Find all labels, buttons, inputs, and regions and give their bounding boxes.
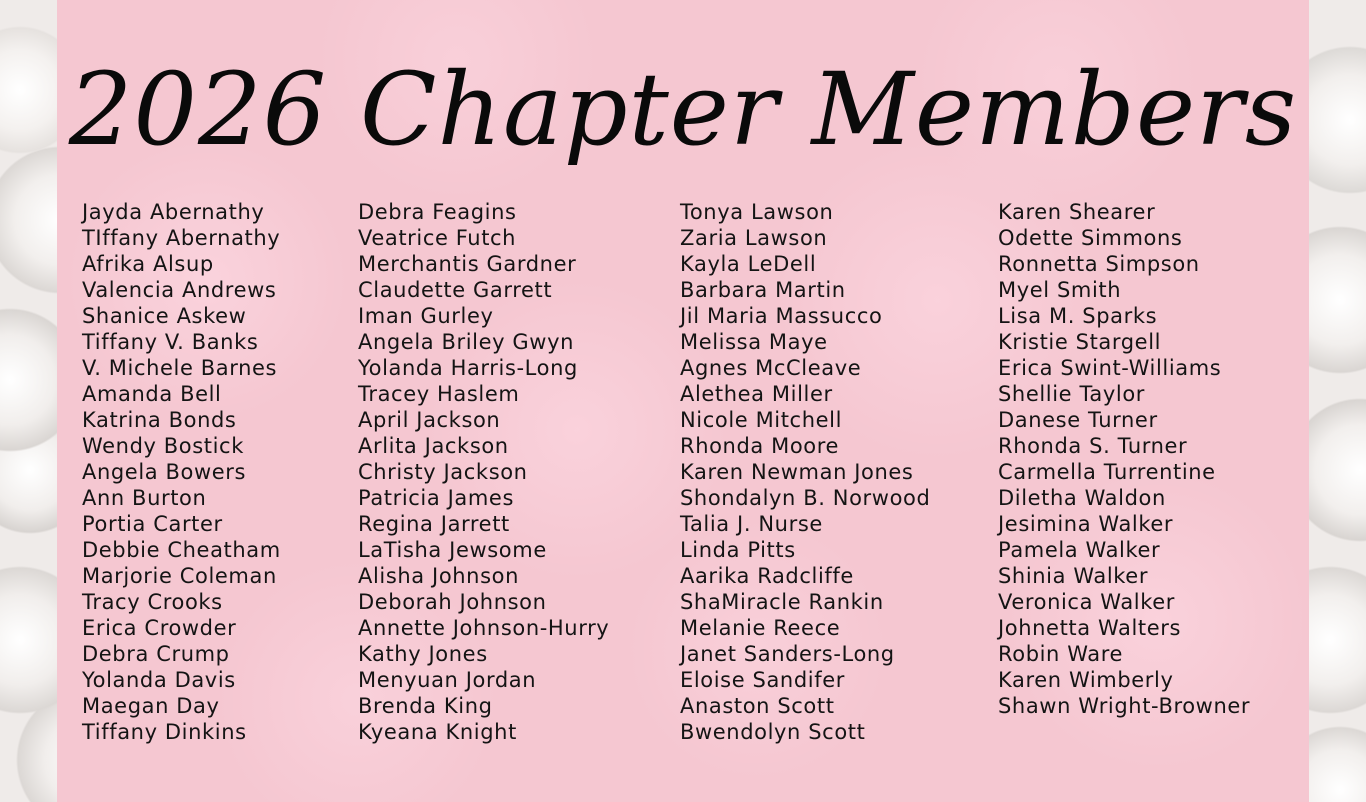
member-name: LaTisha Jewsome — [358, 538, 547, 562]
member-name: Rhonda S. Turner — [998, 434, 1188, 458]
member-name: Shinia Walker — [998, 564, 1149, 588]
member-name: Kayla LeDell — [680, 252, 817, 276]
member-column-2 — [358, 199, 609, 745]
member-name: Anaston Scott — [680, 694, 835, 718]
member-name: Shondalyn B. Norwood — [680, 486, 931, 510]
member-name: ShaMiracle Rankin — [680, 590, 884, 614]
member-name: Katrina Bonds — [82, 408, 237, 432]
member-name: Amanda Bell — [82, 382, 222, 406]
member-name: Tiffany Dinkins — [82, 720, 247, 744]
member-name: Debra Feagins — [358, 200, 517, 224]
member-name: Angela Bowers — [82, 460, 247, 484]
member-column-3 — [680, 199, 930, 745]
member-name: Aarika Radcliffe — [680, 564, 854, 588]
member-name: Yolanda Harris-Long — [358, 356, 578, 380]
member-name: Erica Swint-Williams — [998, 356, 1222, 380]
member-name: Tonya Lawson — [680, 200, 834, 224]
member-name: Linda Pitts — [680, 538, 796, 562]
member-name: Karen Shearer — [998, 200, 1156, 224]
member-name: Bwendolyn Scott — [680, 720, 866, 744]
member-name: Eloise Sandifer — [680, 668, 845, 692]
member-name: Ann Burton — [82, 486, 207, 510]
member-name: Marjorie Coleman — [82, 564, 277, 588]
member-name: Jil Maria Massucco — [680, 304, 883, 328]
member-name: Jayda Abernathy — [82, 200, 265, 224]
member-name: Johnetta Walters — [998, 616, 1182, 640]
member-name: April Jackson — [358, 408, 501, 432]
member-name: Deborah Johnson — [358, 590, 547, 614]
member-name: Alethea Miller — [680, 382, 833, 406]
member-name: Kathy Jones — [358, 642, 488, 666]
member-name: Myel Smith — [998, 278, 1122, 302]
member-name: Tracey Haslem — [358, 382, 520, 406]
member-name: Rhonda Moore — [680, 434, 840, 458]
member-name: Melanie Reece — [680, 616, 841, 640]
member-name: Afrika Alsup — [82, 252, 214, 276]
member-name: Janet Sanders-Long — [680, 642, 895, 666]
member-name: Melissa Maye — [680, 330, 828, 354]
member-name: Barbara Martin — [680, 278, 846, 302]
member-name: Angela Briley Gwyn — [358, 330, 575, 354]
member-name: Diletha Waldon — [998, 486, 1166, 510]
member-name: Tracy Crooks — [82, 590, 223, 614]
member-name: Kyeana Knight — [358, 720, 517, 744]
page-title: 2026 Chapter Members — [68, 51, 1298, 168]
member-name: Claudette Garrett — [358, 278, 553, 302]
member-name: Danese Turner — [998, 408, 1158, 432]
member-name: Valencia Andrews — [82, 278, 277, 302]
member-name: Veronica Walker — [998, 590, 1175, 614]
member-name: Nicole Mitchell — [680, 408, 842, 432]
member-column-1 — [82, 199, 281, 745]
member-name: Brenda King — [358, 694, 493, 718]
member-name: Regina Jarrett — [358, 512, 510, 536]
member-name: Christy Jackson — [358, 460, 528, 484]
member-column-4 — [998, 199, 1250, 719]
member-name: Erica Crowder — [82, 616, 237, 640]
member-name: Veatrice Futch — [358, 226, 517, 250]
member-name: Portia Carter — [82, 512, 223, 536]
member-name: Menyuan Jordan — [358, 668, 537, 692]
member-name: Annette Johnson-Hurry — [358, 616, 610, 640]
member-name: Jesimina Walker — [998, 512, 1174, 536]
member-name: Wendy Bostick — [82, 434, 244, 458]
member-name: TIffany Abernathy — [82, 226, 281, 250]
member-name: Maegan Day — [82, 694, 220, 718]
member-name: Karen Newman Jones — [680, 460, 914, 484]
member-name: Shawn Wright-Browner — [998, 694, 1251, 718]
member-name: Tiffany V. Banks — [82, 330, 259, 354]
member-name: Yolanda Davis — [82, 668, 236, 692]
member-name: Karen Wimberly — [998, 668, 1174, 692]
member-name: Ronnetta Simpson — [998, 252, 1200, 276]
member-name: Iman Gurley — [358, 304, 494, 328]
member-name: Carmella Turrentine — [998, 460, 1216, 484]
member-name: Debbie Cheatham — [82, 538, 281, 562]
member-name: Debra Crump — [82, 642, 230, 666]
member-name: Pamela Walker — [998, 538, 1161, 562]
member-name: Shanice Askew — [82, 304, 247, 328]
member-name: Patricia James — [358, 486, 514, 510]
member-name: Alisha Johnson — [358, 564, 519, 588]
member-name: Kristie Stargell — [998, 330, 1162, 354]
member-name: Zaria Lawson — [680, 226, 828, 250]
member-name: Robin Ware — [998, 642, 1124, 666]
member-name: Shellie Taylor — [998, 382, 1146, 406]
member-name: Odette Simmons — [998, 226, 1183, 250]
member-name: Arlita Jackson — [358, 434, 509, 458]
member-name: Agnes McCleave — [680, 356, 862, 380]
member-name: V. Michele Barnes — [82, 356, 278, 380]
member-name: Talia J. Nurse — [680, 512, 823, 536]
member-name: Merchantis Gardner — [358, 252, 577, 276]
member-name: Lisa M. Sparks — [998, 304, 1158, 328]
